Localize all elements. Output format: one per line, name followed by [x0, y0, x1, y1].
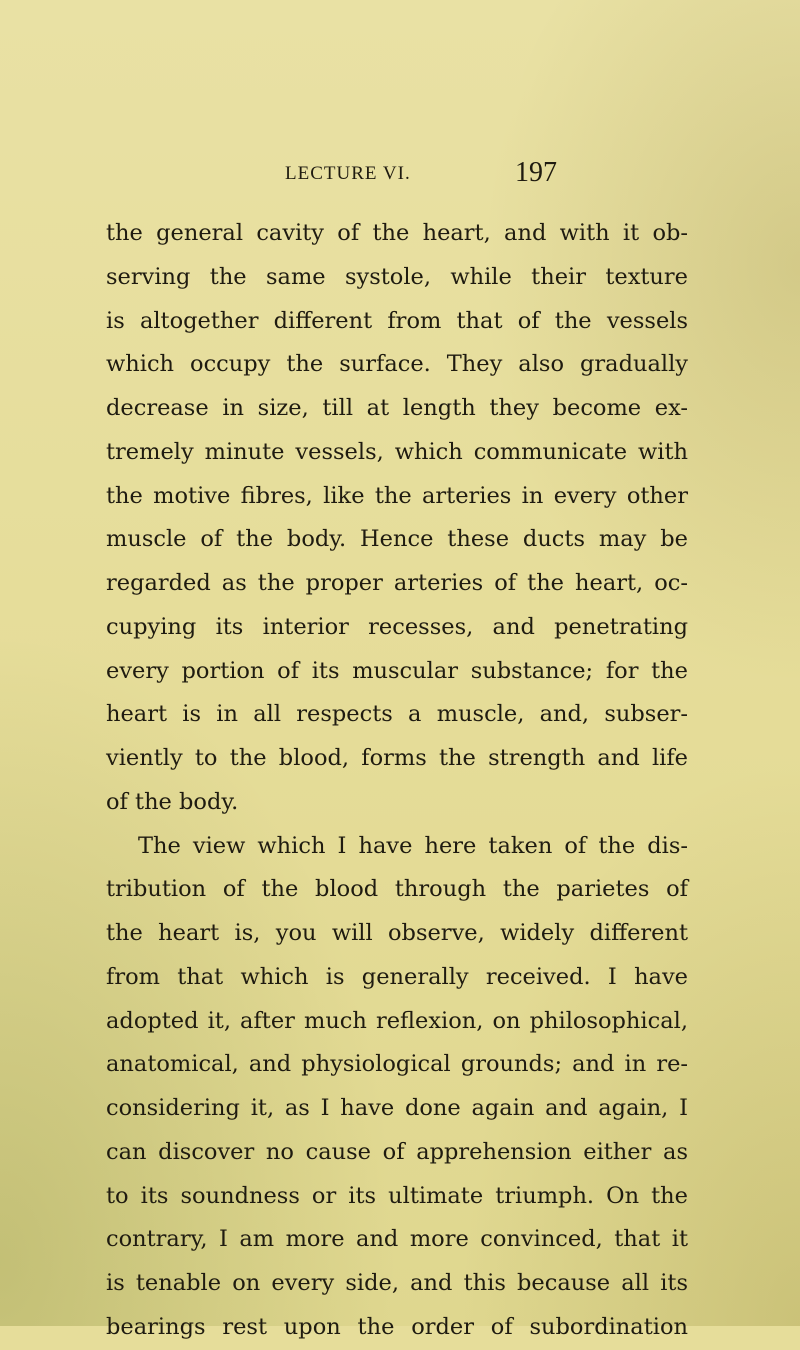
- text-line: is altogether different from that of the vessels: [106, 307, 688, 334]
- text-line: anatomical, and physiological grounds; and in re-: [106, 1051, 688, 1078]
- body-text: [106, 212, 688, 1350]
- text-line: regarded as the proper arteries of the heart, oc-: [106, 570, 688, 596]
- text-line: muscle of the body. Hence these ducts may be: [106, 526, 688, 553]
- text-line: cupying its interior recesses, and penetrating: [106, 613, 688, 640]
- text-line: tribution of the blood through the parietes of: [106, 876, 688, 903]
- page-number: 197: [515, 157, 557, 188]
- text-line: the general cavity of the heart, and with it ob-: [106, 220, 688, 246]
- running-title: LECTURE VI.: [285, 163, 411, 184]
- text-line: adopted it, after much reflexion, on philosophical,: [106, 1007, 688, 1034]
- text-line: from that which is generally received. I have: [106, 963, 688, 990]
- text-line: to its soundness or its ultimate triumph. On the: [106, 1182, 688, 1209]
- text-line: contrary, I am more and more convinced, that it: [106, 1226, 688, 1253]
- text-line: bearings rest upon the order of subordination: [106, 1313, 688, 1340]
- text-line: is tenable on every side, and this because all its: [106, 1270, 688, 1296]
- text-line: serving the same systole, while their texture: [106, 263, 688, 290]
- text-line: decrease in size, till at length they become ex-: [106, 395, 688, 421]
- text-line: heart is in all respects a muscle, and, subser-: [106, 701, 688, 728]
- text-line: of the body.: [106, 788, 239, 815]
- text-line: viently to the blood, forms the strength and life: [106, 745, 688, 771]
- text-line: every portion of its muscular substance; for the: [106, 657, 688, 684]
- text-line: the heart is, you will observe, widely different: [106, 920, 688, 946]
- text-line: which occupy the surface. They also gradually: [106, 351, 688, 378]
- text-line: The view which I have here taken of the dis-: [138, 832, 688, 859]
- running-head: [0, 157, 800, 197]
- text-line: tremely minute vessels, which communicate with: [106, 438, 688, 465]
- text-line: can discover no cause of apprehension either as: [106, 1138, 688, 1165]
- text-line: the motive fibres, like the arteries in every other: [106, 482, 688, 509]
- text-line: considering it, as I have done again and again, I: [106, 1095, 688, 1121]
